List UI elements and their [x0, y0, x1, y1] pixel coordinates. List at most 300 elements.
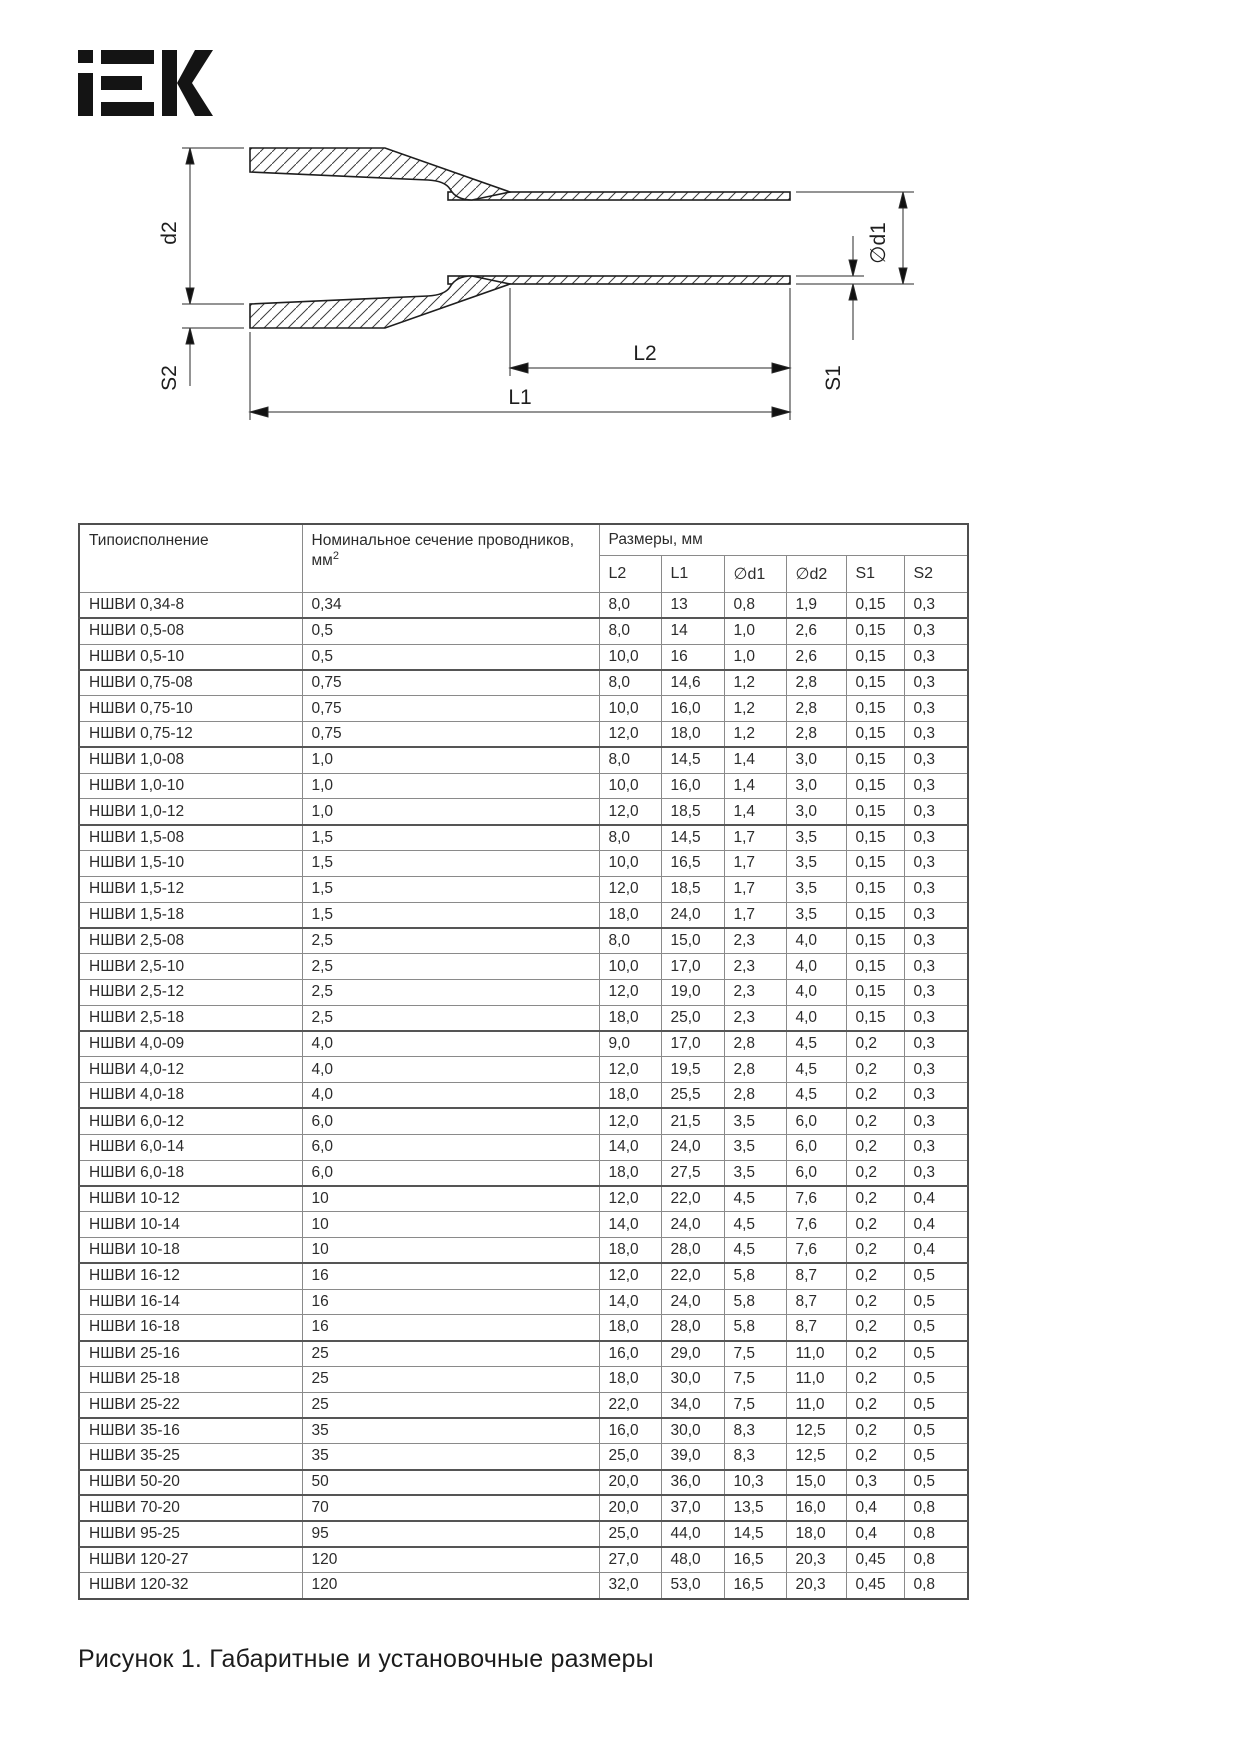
table-cell: 2,5: [302, 979, 599, 1005]
table-cell: 0,15: [846, 928, 904, 954]
table-cell: 25,5: [661, 1083, 724, 1109]
table-cell: 11,0: [786, 1392, 846, 1418]
table-cell: 2,6: [786, 644, 846, 670]
table-cell: 50: [302, 1470, 599, 1496]
table-cell: 37,0: [661, 1495, 724, 1521]
table-cell: 20,0: [599, 1495, 661, 1521]
table-cell: 5,8: [724, 1315, 786, 1341]
table-cell: 3,5: [786, 902, 846, 928]
table-cell: 0,3: [904, 721, 968, 747]
table-cell: 0,75: [302, 670, 599, 696]
table-cell: 0,3: [904, 773, 968, 799]
table-cell: 4,5: [724, 1237, 786, 1263]
table-cell: НШВИ 0,75-10: [79, 696, 302, 722]
table-cell: 4,5: [786, 1057, 846, 1083]
table-cell: 8,0: [599, 747, 661, 773]
table-cell: 0,15: [846, 799, 904, 825]
table-cell: НШВИ 35-25: [79, 1444, 302, 1470]
table-row: [79, 1005, 968, 1031]
table-cell: 1,4: [724, 747, 786, 773]
table-cell: 12,0: [599, 1186, 661, 1212]
logo-k-upper-arm: [177, 50, 213, 83]
table-cell: 1,0: [302, 799, 599, 825]
table-cell: 0,2: [846, 1057, 904, 1083]
table-cell: 30,0: [661, 1366, 724, 1392]
table-cell: 15,0: [786, 1470, 846, 1496]
table-cell: 48,0: [661, 1547, 724, 1573]
iek-logo: [78, 50, 213, 121]
table-cell: 8,0: [599, 825, 661, 851]
table-cell: 0,2: [846, 1366, 904, 1392]
table-cell: 0,75: [302, 721, 599, 747]
table-cell: 4,0: [302, 1057, 599, 1083]
table-cell: 0,3: [904, 799, 968, 825]
table-cell: 0,2: [846, 1263, 904, 1289]
table-cell: 18,0: [599, 1083, 661, 1109]
table-cell: 1,2: [724, 696, 786, 722]
table-cell: 0,15: [846, 850, 904, 876]
table-row: [79, 721, 968, 747]
table-cell: 6,0: [302, 1160, 599, 1186]
table-cell: 16: [661, 644, 724, 670]
table-cell: 25: [302, 1341, 599, 1367]
table-cell: 16: [302, 1263, 599, 1289]
table-cell: 17,0: [661, 1031, 724, 1057]
column-header-s1: S1: [846, 556, 904, 593]
table-cell: НШВИ 1,0-08: [79, 747, 302, 773]
table-cell: 3,5: [786, 825, 846, 851]
table-cell: 0,8: [724, 593, 786, 619]
table-cell: 25: [302, 1392, 599, 1418]
table-cell: 24,0: [661, 902, 724, 928]
table-cell: 1,7: [724, 902, 786, 928]
table-cell: 0,45: [846, 1573, 904, 1599]
table-cell: 70: [302, 1495, 599, 1521]
table-cell: 3,0: [786, 799, 846, 825]
table-cell: 6,0: [786, 1134, 846, 1160]
table-cell: 4,5: [786, 1083, 846, 1109]
table-row: [79, 799, 968, 825]
table-cell: 12,5: [786, 1444, 846, 1470]
table-cell: 16: [302, 1289, 599, 1315]
table-cell: НШВИ 10-12: [79, 1186, 302, 1212]
table-cell: 22,0: [599, 1392, 661, 1418]
logo-i-stem: [78, 73, 93, 116]
table-cell: 8,7: [786, 1289, 846, 1315]
table-cell: НШВИ 25-16: [79, 1341, 302, 1367]
table-cell: 0,3: [904, 670, 968, 696]
table-row: [79, 1495, 968, 1521]
table-cell: 0,5: [904, 1470, 968, 1496]
insulation-skirt-cross-section: [250, 148, 510, 328]
table-cell: НШВИ 1,5-12: [79, 876, 302, 902]
table-row: [79, 954, 968, 980]
table-cell: 0,15: [846, 979, 904, 1005]
table-cell: 2,8: [786, 670, 846, 696]
table-cell: 10,0: [599, 850, 661, 876]
table-cell: 0,3: [904, 593, 968, 619]
table-cell: 0,15: [846, 954, 904, 980]
table-row: [79, 1212, 968, 1238]
table-cell: 95: [302, 1521, 599, 1547]
table-cell: 27,0: [599, 1547, 661, 1573]
table-cell: 0,3: [904, 1005, 968, 1031]
table-cell: 14,0: [599, 1289, 661, 1315]
table-cell: 0,2: [846, 1392, 904, 1418]
table-cell: 2,8: [786, 696, 846, 722]
table-cell: 0,2: [846, 1212, 904, 1238]
table-cell: 16,5: [661, 850, 724, 876]
column-header-cross-section: [302, 524, 599, 593]
table-cell: 25,0: [599, 1444, 661, 1470]
table-cell: 0,3: [904, 644, 968, 670]
table-row: [79, 979, 968, 1005]
table-cell: НШВИ 6,0-18: [79, 1160, 302, 1186]
table-cell: 1,4: [724, 773, 786, 799]
table-cell: 2,5: [302, 1005, 599, 1031]
table-cell: 16,0: [599, 1418, 661, 1444]
logo-e-bottom-bar: [101, 102, 154, 116]
table-cell: 0,3: [904, 1031, 968, 1057]
column-header-d1: ∅d1: [724, 556, 786, 593]
table-cell: 6,0: [786, 1160, 846, 1186]
table-cell: 36,0: [661, 1470, 724, 1496]
table-cell: 0,3: [904, 902, 968, 928]
table-row: [79, 1186, 968, 1212]
table-cell: 16,5: [724, 1547, 786, 1573]
table-cell: 0,5: [904, 1444, 968, 1470]
dimension-label-d2: d2: [158, 221, 181, 245]
table-cell: 13,5: [724, 1495, 786, 1521]
table-cell: 4,0: [786, 1005, 846, 1031]
table-cell: 16,5: [724, 1573, 786, 1599]
logo-e-top-bar: [101, 50, 154, 64]
table-cell: 2,8: [724, 1083, 786, 1109]
dimension-label-s1: S1: [822, 365, 845, 391]
table-cell: 0,15: [846, 747, 904, 773]
table-cell: НШВИ 0,34-8: [79, 593, 302, 619]
table-cell: 0,4: [904, 1212, 968, 1238]
table-cell: 0,3: [904, 1108, 968, 1134]
table-cell: 0,5: [302, 644, 599, 670]
table-cell: 3,5: [786, 876, 846, 902]
table-cell: НШВИ 0,75-12: [79, 721, 302, 747]
table-cell: НШВИ 0,5-10: [79, 644, 302, 670]
table-cell: 29,0: [661, 1341, 724, 1367]
table-cell: 8,0: [599, 670, 661, 696]
table-cell: 16,0: [786, 1495, 846, 1521]
table-cell: 20,3: [786, 1547, 846, 1573]
table-cell: 11,0: [786, 1341, 846, 1367]
table-row: [79, 928, 968, 954]
table-cell: 32,0: [599, 1573, 661, 1599]
table-cell: НШВИ 1,5-18: [79, 902, 302, 928]
table-cell: 0,8: [904, 1495, 968, 1521]
table-cell: 0,3: [904, 979, 968, 1005]
table-cell: 19,5: [661, 1057, 724, 1083]
table-row: [79, 1031, 968, 1057]
table-row: [79, 1573, 968, 1599]
table-cell: 22,0: [661, 1186, 724, 1212]
table-cell: НШВИ 2,5-10: [79, 954, 302, 980]
table-cell: 2,5: [302, 954, 599, 980]
table-row: [79, 773, 968, 799]
table-cell: 0,2: [846, 1237, 904, 1263]
table-cell: 1,5: [302, 876, 599, 902]
table-cell: 1,0: [302, 773, 599, 799]
table-cell: 120: [302, 1547, 599, 1573]
table-cell: 0,2: [846, 1160, 904, 1186]
table-cell: 5,8: [724, 1263, 786, 1289]
table-cell: 8,3: [724, 1444, 786, 1470]
table-cell: 0,34: [302, 593, 599, 619]
table-cell: 0,2: [846, 1108, 904, 1134]
table-cell: 0,15: [846, 593, 904, 619]
table-cell: 3,0: [786, 773, 846, 799]
table-cell: 44,0: [661, 1521, 724, 1547]
table-cell: 18,0: [661, 721, 724, 747]
table-cell: 24,0: [661, 1289, 724, 1315]
table-cell: 8,7: [786, 1315, 846, 1341]
table-cell: 1,0: [302, 747, 599, 773]
table-cell: 28,0: [661, 1237, 724, 1263]
table-cell: 2,3: [724, 979, 786, 1005]
tube-cross-section: [448, 192, 790, 284]
table-cell: 10: [302, 1237, 599, 1263]
table-cell: 4,0: [786, 928, 846, 954]
table-cell: 3,5: [786, 850, 846, 876]
table-cell: НШВИ 1,5-10: [79, 850, 302, 876]
table-cell: 34,0: [661, 1392, 724, 1418]
table-cell: НШВИ 120-32: [79, 1573, 302, 1599]
table-cell: 10: [302, 1212, 599, 1238]
table-cell: 0,5: [904, 1418, 968, 1444]
table-row: [79, 618, 968, 644]
logo-k-lower-arm: [177, 83, 213, 116]
table-cell: НШВИ 1,0-10: [79, 773, 302, 799]
table-row: [79, 1392, 968, 1418]
table-header-row-1: [79, 524, 968, 556]
table-cell: 0,15: [846, 902, 904, 928]
table-cell: 0,3: [904, 1134, 968, 1160]
table-row: [79, 1108, 968, 1134]
table-cell: 12,5: [786, 1418, 846, 1444]
table-cell: 0,15: [846, 644, 904, 670]
table-cell: 0,8: [904, 1573, 968, 1599]
table-cell: 1,4: [724, 799, 786, 825]
table-cell: 0,15: [846, 876, 904, 902]
table-cell: 13: [661, 593, 724, 619]
table-cell: НШВИ 16-18: [79, 1315, 302, 1341]
table-cell: 25: [302, 1366, 599, 1392]
dimension-label-s2: S2: [158, 365, 181, 391]
table-cell: НШВИ 2,5-08: [79, 928, 302, 954]
table-cell: НШВИ 10-14: [79, 1212, 302, 1238]
table-cell: 4,0: [302, 1083, 599, 1109]
table-body: [79, 593, 968, 1599]
table-cell: 14,5: [724, 1521, 786, 1547]
table-cell: 1,7: [724, 850, 786, 876]
table-cell: 8,7: [786, 1263, 846, 1289]
table-cell: 0,4: [904, 1186, 968, 1212]
table-cell: 18,0: [599, 1366, 661, 1392]
table-cell: 25,0: [599, 1521, 661, 1547]
iek-logo-graphic: [78, 50, 213, 116]
table-cell: 6,0: [302, 1108, 599, 1134]
table-cell: НШВИ 4,0-12: [79, 1057, 302, 1083]
table-cell: 0,3: [904, 1057, 968, 1083]
table-cell: 8,0: [599, 618, 661, 644]
table-cell: 0,3: [904, 618, 968, 644]
table-cell: 24,0: [661, 1134, 724, 1160]
table-cell: 9,0: [599, 1031, 661, 1057]
table-cell: 0,8: [904, 1547, 968, 1573]
table-cell: 4,0: [786, 979, 846, 1005]
table-cell: 0,4: [904, 1237, 968, 1263]
table-cell: 19,0: [661, 979, 724, 1005]
table-cell: 1,5: [302, 902, 599, 928]
table-cell: 14,0: [599, 1134, 661, 1160]
table-cell: 3,5: [724, 1160, 786, 1186]
dimensions-table: [78, 523, 969, 1600]
table-cell: 1,9: [786, 593, 846, 619]
table-row: [79, 1418, 968, 1444]
table-cell: 18,0: [786, 1521, 846, 1547]
table-row: [79, 1083, 968, 1109]
table-cell: 0,5: [302, 618, 599, 644]
table-row: [79, 876, 968, 902]
table-cell: 0,5: [904, 1366, 968, 1392]
table-cell: 7,5: [724, 1366, 786, 1392]
table-row: [79, 747, 968, 773]
table-row: [79, 696, 968, 722]
table-cell: 12,0: [599, 799, 661, 825]
table-row: [79, 593, 968, 619]
table-cell: 6,0: [786, 1108, 846, 1134]
table-cell: 4,0: [786, 954, 846, 980]
table-cell: 14,6: [661, 670, 724, 696]
table-cell: 14,5: [661, 825, 724, 851]
table-cell: НШВИ 4,0-18: [79, 1083, 302, 1109]
table-cell: 2,8: [724, 1031, 786, 1057]
column-header-l2: L2: [599, 556, 661, 593]
figure-caption: Рисунок 1. Габаритные и установочные размеры: [78, 1645, 654, 1673]
logo-e-mid-bar: [101, 76, 142, 90]
table-cell: 17,0: [661, 954, 724, 980]
table-cell: 0,8: [904, 1521, 968, 1547]
table-cell: 14: [661, 618, 724, 644]
table-cell: 12,0: [599, 1057, 661, 1083]
table-cell: НШВИ 70-20: [79, 1495, 302, 1521]
table-cell: 10,0: [599, 696, 661, 722]
table-cell: 35: [302, 1418, 599, 1444]
table-cell: 1,2: [724, 670, 786, 696]
logo-i-dot: [78, 50, 93, 63]
table-cell: 18,0: [599, 1315, 661, 1341]
table-cell: 0,15: [846, 825, 904, 851]
table-cell: 2,3: [724, 954, 786, 980]
table-cell: 2,3: [724, 928, 786, 954]
table-cell: 0,45: [846, 1547, 904, 1573]
table-cell: 2,6: [786, 618, 846, 644]
dimension-label-l2: L2: [633, 342, 657, 365]
table-cell: 4,5: [724, 1186, 786, 1212]
table-cell: НШВИ 16-14: [79, 1289, 302, 1315]
table-cell: 0,2: [846, 1315, 904, 1341]
table-cell: НШВИ 2,5-12: [79, 979, 302, 1005]
table-row: [79, 644, 968, 670]
table-cell: НШВИ 10-18: [79, 1237, 302, 1263]
table-cell: 2,5: [302, 928, 599, 954]
table-cell: 0,3: [904, 954, 968, 980]
table-cell: 5,8: [724, 1289, 786, 1315]
table-row: [79, 1547, 968, 1573]
table-cell: 30,0: [661, 1418, 724, 1444]
table-cell: 120: [302, 1573, 599, 1599]
table-cell: НШВИ 16-12: [79, 1263, 302, 1289]
table-cell: 0,2: [846, 1444, 904, 1470]
table-cell: 7,6: [786, 1237, 846, 1263]
table-cell: 8,3: [724, 1418, 786, 1444]
ferrule-drawing-graphic: [140, 128, 920, 460]
table-cell: 12,0: [599, 1108, 661, 1134]
table-cell: 39,0: [661, 1444, 724, 1470]
column-header-s2: S2: [904, 556, 968, 593]
table-cell: 0,15: [846, 670, 904, 696]
table-cell: 2,8: [786, 721, 846, 747]
table-cell: 0,15: [846, 773, 904, 799]
table-cell: 14,5: [661, 747, 724, 773]
table-cell: 0,3: [904, 747, 968, 773]
table-cell: 0,3: [846, 1470, 904, 1496]
table-cell: 1,5: [302, 825, 599, 851]
table-cell: 0,3: [904, 876, 968, 902]
table-cell: НШВИ 4,0-09: [79, 1031, 302, 1057]
table-row: [79, 902, 968, 928]
table-cell: 8,0: [599, 593, 661, 619]
table-cell: 18,0: [599, 902, 661, 928]
table-cell: НШВИ 25-18: [79, 1366, 302, 1392]
table-cell: 0,15: [846, 721, 904, 747]
table-cell: 4,0: [302, 1031, 599, 1057]
table-cell: 12,0: [599, 1263, 661, 1289]
table-cell: 0,5: [904, 1341, 968, 1367]
table-cell: НШВИ 120-27: [79, 1547, 302, 1573]
column-header-l1: L1: [661, 556, 724, 593]
table-cell: 16: [302, 1315, 599, 1341]
table-cell: 0,2: [846, 1083, 904, 1109]
table-cell: 0,2: [846, 1289, 904, 1315]
table-cell: НШВИ 1,0-12: [79, 799, 302, 825]
table-cell: 1,2: [724, 721, 786, 747]
table-row: [79, 1289, 968, 1315]
cross-section-superscript: 2: [332, 550, 339, 563]
column-header-type: [79, 524, 302, 593]
table-cell: 0,3: [904, 1083, 968, 1109]
table-cell: 0,2: [846, 1418, 904, 1444]
table-cell: 7,5: [724, 1341, 786, 1367]
table-cell: 0,3: [904, 928, 968, 954]
table-cell: 10,0: [599, 773, 661, 799]
dimension-label-l1: L1: [508, 386, 532, 409]
table-cell: 24,0: [661, 1212, 724, 1238]
table-cell: НШВИ 95-25: [79, 1521, 302, 1547]
table-cell: 15,0: [661, 928, 724, 954]
table-cell: 0,5: [904, 1315, 968, 1341]
table-cell: НШВИ 25-22: [79, 1392, 302, 1418]
column-header-cross-section-label: Номинальное сечение проводников, мм: [311, 532, 575, 570]
table-cell: 16,0: [599, 1341, 661, 1367]
